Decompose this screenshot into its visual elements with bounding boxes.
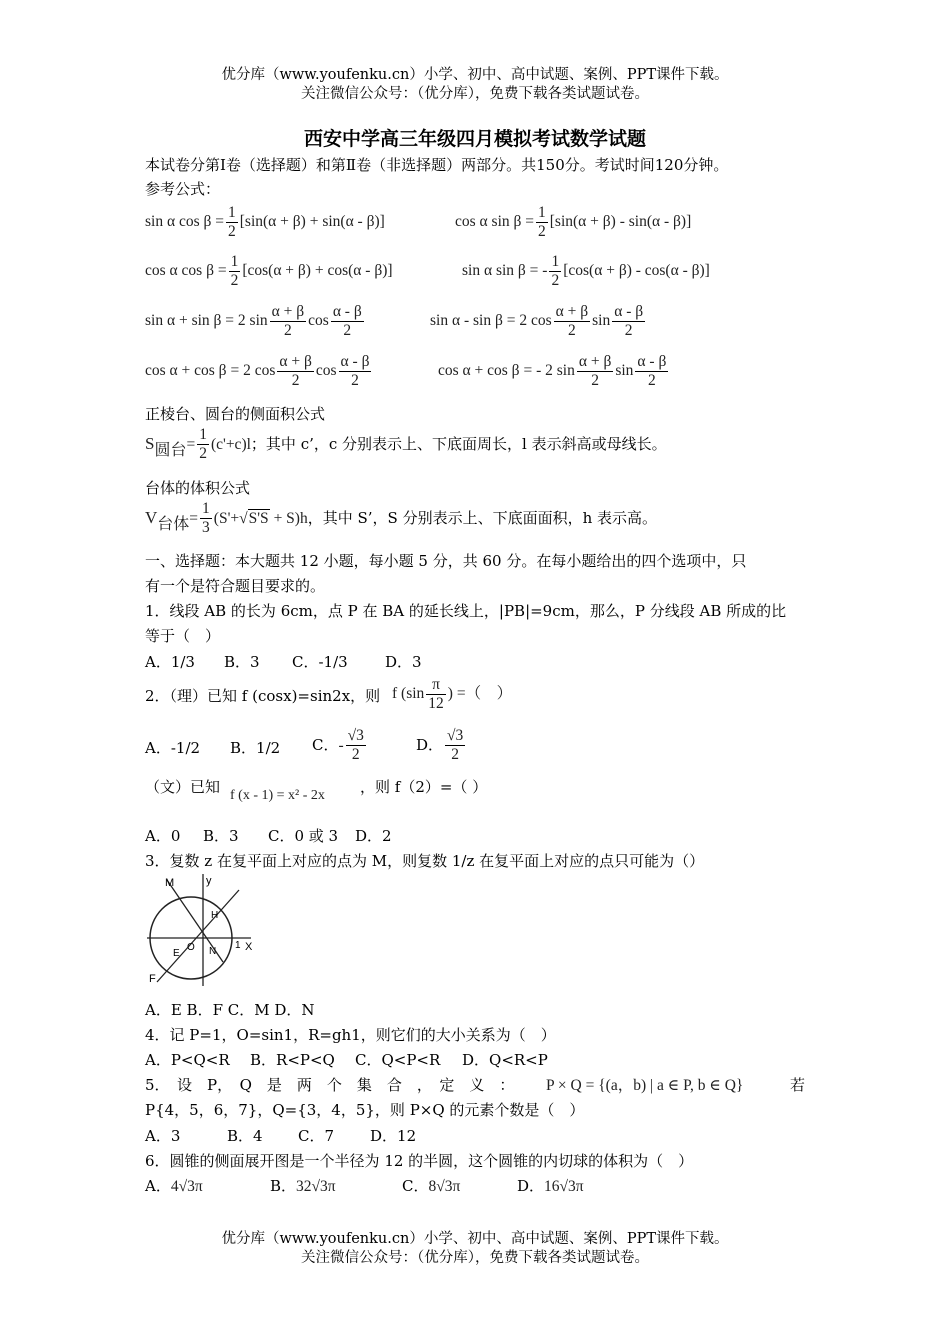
page-footer-line2: 关注微信公众号：（优分库），免费下载各类试题试卷。 bbox=[301, 1250, 649, 1266]
label-one: 1 bbox=[235, 940, 241, 951]
q1-option-b: B．3 bbox=[224, 653, 260, 671]
question-2-wen-post: ，则 f（2）=（ ） bbox=[360, 778, 488, 796]
question-4-text: 4．记 P=1，O=sin1，R=gh1，则它们的大小关系为（ ） bbox=[145, 1026, 556, 1044]
q4-option-b: B．R<P<Q bbox=[250, 1051, 335, 1069]
question-1-line2: 等于（ ） bbox=[145, 627, 221, 645]
q6-option-d: D．16√3π bbox=[517, 1177, 584, 1195]
q5-option-b: B．4 bbox=[227, 1127, 263, 1145]
label-o: O bbox=[187, 942, 195, 953]
q2w-option-a: A．0 bbox=[145, 827, 181, 845]
q1-option-d: D．3 bbox=[385, 653, 422, 671]
q2w-option-c: C．0 或 3 bbox=[268, 827, 339, 845]
formula-cos-minus-cos: cos α + cos β = - 2 sin $\frac{\alpha + \beta}{2}$ sin $\frac{\alpha - \beta}{2}$ bbox=[438, 353, 667, 389]
q1-option-c: C．-1/3 bbox=[292, 653, 348, 671]
formula-cos-cos: cos α cos β = $\frac{1}{2}$ [cos(α + β) + cos(α - β)] bbox=[145, 253, 393, 289]
q5-option-c: C．7 bbox=[298, 1127, 335, 1145]
question-5-line1: 5． 设 P， Q 是 两 个 集 合 ， 定 义 ： bbox=[145, 1076, 515, 1094]
q4-option-d: D．Q<R<P bbox=[462, 1051, 548, 1069]
page-header-line2: 关注微信公众号：（优分库），免费下载各类试题试卷。 bbox=[301, 86, 649, 102]
frustum-area-label: 正棱台、圆台的侧面积公式 bbox=[145, 405, 326, 423]
formula-cos-sin: cos α sin β = $\frac{1}{2}$ [sin(α + β) - sin(α - β)] bbox=[455, 204, 692, 240]
frustum-area-formula: $S_{圆台}=$ $\frac{1}{2}$ (c'+c)l；其中 c’，c 分别表示上、下底面周长，l 表示斜高或母线长。 bbox=[145, 426, 667, 462]
formula-cos-plus-cos: cos α + cos β = 2 cos $\frac{\alpha + \beta}{2}$ cos $\frac{\alpha - \beta}{2}$ bbox=[145, 353, 370, 389]
label-n: N bbox=[209, 946, 217, 957]
label-h: H bbox=[211, 910, 219, 921]
label-m: M bbox=[165, 877, 175, 889]
q1-option-a: A．1/3 bbox=[145, 653, 195, 671]
question-5-formula: P × Q = {(a，b) | a ∈ P, b ∈ Q} bbox=[546, 1077, 744, 1094]
question-2-text: 2．（理）已知 f (cosx)=sin2x，则 bbox=[145, 687, 381, 705]
formula-sin-cos: sin α cos β = $\frac{1}{2}$ [sin(α + β) + sin(α - β)] bbox=[145, 204, 385, 240]
question-6-text: 6．圆锥的侧面展开图是一个半径为 12 的半圆，这个圆锥的内切球的体积为（ ） bbox=[145, 1152, 694, 1170]
question-5-line2: P{4，5，6，7}，Q={3，4，5}，则 P×Q 的元素个数是（ ） bbox=[145, 1101, 585, 1119]
question-2-wen-pre: （文）已知 bbox=[145, 778, 221, 796]
complex-plane-figure bbox=[143, 870, 263, 990]
q2-option-d: D． $\frac{√3}{2}$ bbox=[416, 727, 464, 763]
question-1-line1: 1．线段 AB 的长为 6cm，点 P 在 BA 的延长线上，|PB|=9cm，那么，P 分线段 AB 所成的比 bbox=[145, 602, 787, 620]
section-one-line1: 一、选择题：本大题共 12 小题，每小题 5 分，共 60 分。在每小题给出的四个选项中，只 bbox=[145, 552, 747, 570]
frustum-volume-label: 台体的体积公式 bbox=[145, 479, 251, 497]
q5-option-d: D．12 bbox=[370, 1127, 417, 1145]
section-one-line2: 有一个是符合题目要求的。 bbox=[145, 577, 326, 595]
page-footer-line1: 优分库（www.youfenku.cn）小学、初中、高中试题、案例、PPT课件下载。 bbox=[221, 1231, 729, 1247]
formula-sin-minus-sin: sin α - sin β = 2 cos $\frac{\alpha + \beta}{2}$ sin $\frac{\alpha - \beta}{2}$ bbox=[430, 303, 644, 339]
question-5-tail: 若 bbox=[790, 1076, 806, 1094]
q2-option-c: C．- $\frac{√3}{2}$ bbox=[312, 727, 364, 763]
page-title: 西安中学高三年级四月模拟考试数学试题 bbox=[303, 128, 646, 150]
label-y: y bbox=[206, 875, 212, 887]
q6-option-b: B．32√3π bbox=[270, 1177, 336, 1195]
q4-option-a: A．P<Q<R bbox=[145, 1051, 230, 1069]
frustum-volume-formula: $V_{台体}=$ $\frac{1}{3}$ (S'+√S'S + S)h，其中 S’，S 分别表示上、下底面面积，h 表示高。 bbox=[145, 500, 658, 536]
formulas-label: 参考公式： bbox=[145, 180, 221, 198]
q2w-option-b: B．3 bbox=[203, 827, 239, 845]
q2-option-b: B．1/2 bbox=[230, 739, 281, 757]
label-e: E bbox=[173, 948, 180, 959]
question-2-wen-formula: f (x - 1) = x² - 2x bbox=[230, 788, 325, 803]
formula-sin-plus-sin: sin α + sin β = 2 sin $\frac{\alpha + \beta}{2}$ cos $\frac{\alpha - \beta}{2}$ bbox=[145, 303, 362, 339]
question-3-text: 3．复数 z 在复平面上对应的点为 M，则复数 1/z 在复平面上对应的点只可能为（） bbox=[145, 852, 705, 870]
q6-option-c: C．8√3π bbox=[402, 1177, 461, 1195]
label-x: X bbox=[245, 941, 253, 953]
question-2-formula: f (sin $\frac{\pi}{12}$ ) =（ ） bbox=[392, 676, 513, 712]
formula-sin-sin: sin α sin β = - $\frac{1}{2}$ [cos(α + β) - cos(α - β)] bbox=[462, 253, 710, 289]
q2-option-a: A．-1/2 bbox=[145, 739, 201, 757]
page-header-line1: 优分库（www.youfenku.cn）小学、初中、高中试题、案例、PPT课件下载。 bbox=[221, 67, 729, 83]
q2w-option-d: D．2 bbox=[355, 827, 392, 845]
q3-options: A．E B．F C．M D．N bbox=[145, 1001, 315, 1019]
intro-text: 本试卷分第Ⅰ卷（选择题）和第Ⅱ卷（非选择题）两部分。共150分。考试时间120分钟。 bbox=[145, 156, 729, 174]
q5-option-a: A．3 bbox=[145, 1127, 181, 1145]
q6-option-a: A．4√3π bbox=[145, 1177, 203, 1195]
label-f: F bbox=[149, 973, 156, 985]
q4-option-c: C．Q<P<R bbox=[355, 1051, 441, 1069]
